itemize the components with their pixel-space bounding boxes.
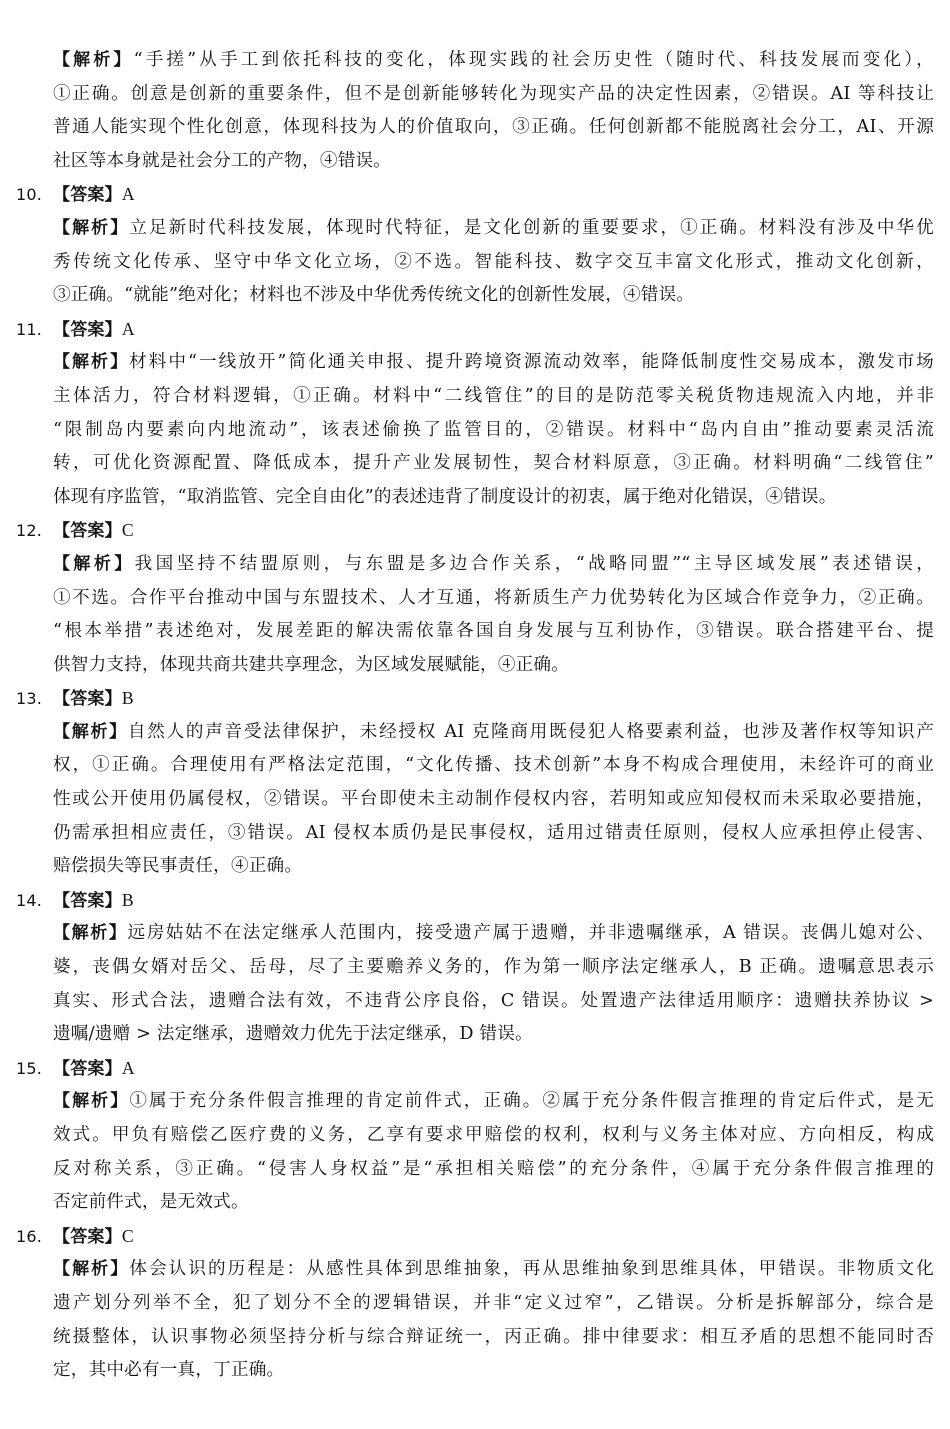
question-number: 10. — [16, 185, 43, 205]
analysis-line — [16, 1253, 934, 1287]
analysis-text: 遗产划分列举不全，犯了划分不全的逻辑错误，并非“定义过窄”，乙错误。分析是拆解部分，综合是 — [53, 1292, 934, 1313]
analysis-line — [16, 716, 934, 750]
answer-line — [16, 178, 934, 212]
question-number: 16. — [16, 1226, 43, 1246]
analysis-tag: 【解析】 — [53, 1259, 130, 1280]
answer-tag: 【答案】 — [53, 521, 122, 542]
analysis-text: 秀传统文化传承、坚守中华文化立场，②不选。智能科技、数字交互丰富文化形式，推动文化创新， — [53, 251, 934, 272]
analysis-tag: 【解析】 — [53, 923, 128, 944]
answer-choice: A — [121, 1057, 135, 1078]
analysis-text: 体现有序监管，“取消监管、完全自由化”的表述违背了制度设计的初衷，属于绝对化错误，④错误。 — [53, 486, 837, 507]
analysis-line — [16, 985, 934, 1019]
question-block-11 — [16, 313, 934, 515]
analysis-text: 立足新时代科技发展，体现时代特征，是文化创新的重要要求，①正确。材料没有涉及中华优 — [129, 217, 934, 238]
analysis-text: ③正确。“就能”绝对化；材料也不涉及中华优秀传统文化的创新性发展，④错误。 — [53, 285, 695, 306]
analysis-line — [16, 649, 934, 683]
analysis-line — [16, 1321, 934, 1355]
answer-choice: C — [121, 520, 134, 541]
analysis-line — [16, 145, 934, 179]
analysis-line — [16, 615, 934, 649]
question-block-14 — [16, 884, 934, 1052]
analysis-tag: 【解析】 — [53, 721, 128, 742]
analysis-text: 否定前件式，是无效式。 — [53, 1192, 249, 1213]
question-number: 11. — [16, 319, 43, 339]
answer-choice: B — [121, 889, 134, 910]
analysis-line — [16, 111, 934, 145]
analysis-line — [16, 1287, 934, 1321]
answer-tag: 【答案】 — [53, 1058, 122, 1079]
analysis-text: 社区等本身就是社会分工的产物，④错误。 — [53, 150, 392, 171]
analysis-tag: 【解析】 — [53, 352, 130, 373]
analysis-text: 婆，丧偶女婿对岳父、岳母，尽了主要赡养义务的，作为第一顺序法定继承人，B 正确。遗嘱意思表示 — [53, 957, 934, 978]
question-block-9-continued — [16, 44, 934, 178]
analysis-text: ①属于充分条件假言推理的肯定前件式，正确。②属于充分条件假言推理的肯定后件式，是无 — [129, 1091, 934, 1112]
analysis-text: 主体活力，符合材料逻辑，①正确。材料中“二线管住”的目的是防范零关税货物违规流入内地，并非 — [53, 385, 934, 406]
question-block-10 — [16, 178, 934, 312]
question-block-15 — [16, 1052, 934, 1220]
analysis-line — [16, 346, 934, 380]
analysis-line — [16, 951, 934, 985]
analysis-text: 效式。甲负有赔偿乙医疗费的义务，乙享有要求甲赔偿的权利，权利与义务主体对应、方向相反，构成 — [53, 1125, 934, 1145]
analysis-line — [16, 380, 934, 414]
answer-tag: 【答案】 — [53, 1226, 122, 1247]
answer-tag: 【答案】 — [53, 689, 122, 710]
answer-choice: C — [121, 1225, 134, 1246]
answer-choice: A — [121, 184, 135, 205]
analysis-tag: 【解析】 — [53, 553, 135, 574]
analysis-text: 性或公开使用仍属侵权，②错误。平台即使未主动制作侵权内容，若明知或应知侵权而未采取必要措施， — [53, 789, 934, 810]
analysis-text: 转，可优化资源配置、降低成本，提升产业发展韧性，契合材料原意，③正确。材料明确“二线管住” — [53, 453, 934, 474]
answer-line — [16, 682, 934, 716]
analysis-line — [16, 1119, 934, 1153]
answer-choice: B — [121, 688, 134, 709]
analysis-text: 赔偿损失等民事责任，④正确。 — [53, 856, 303, 877]
analysis-line — [16, 1085, 934, 1119]
analysis-text: 材料中“一线放开”简化通关申报、提升跨境资源流动效率，能降低制度性交易成本，激发市场 — [129, 352, 934, 373]
analysis-line — [16, 44, 934, 78]
analysis-tag: 【解析】 — [53, 50, 134, 70]
analysis-text: 统摄整体，认识事物必须坚持分析与综合辩证统一，丙正确。排中律要求：相互矛盾的思想不能同时否 — [53, 1326, 934, 1347]
analysis-text: 定，其中必有一真，丁正确。 — [53, 1360, 285, 1381]
analysis-line — [16, 817, 934, 851]
analysis-text: “手搓”从手工到依托科技的变化，体现实践的社会历史性（随时代、科技发展而变化）， — [133, 50, 934, 70]
analysis-text: 真实、形式合法，遗赠合法有效，不违背公序良俗，C 错误。处置遗产法律适用顺序：遗赠扶养协议 > — [53, 990, 934, 1011]
analysis-line — [16, 749, 934, 783]
analysis-line — [16, 783, 934, 817]
analysis-line — [16, 481, 934, 515]
analysis-line — [16, 582, 934, 616]
question-number: 13. — [16, 689, 43, 709]
analysis-text: 遗嘱/遗赠 > 法定继承，遗赠效力优先于法定继承，D 错误。 — [53, 1024, 533, 1045]
analysis-line — [16, 1018, 934, 1052]
analysis-text: ①不选。合作平台推动中国与东盟技术、人才互通，将新质生产力优势转化为区域合作竞争力，②正确。 — [53, 587, 934, 608]
analysis-text: 普通人能实现个性化创意，体现科技为人的价值取向，③正确。任何创新都不能脱离社会分工，AI、开源 — [53, 117, 934, 138]
question-number: 14. — [16, 890, 43, 910]
analysis-text: 供智力支持，体现共商共建共享理念，为区域发展赋能，④正确。 — [53, 654, 570, 675]
analysis-text: 远房姑姑不在法定继承人范围内，接受遗产属于遗赠，并非遗嘱继承，A 错误。丧偶儿媳对公、 — [127, 923, 934, 944]
question-block-16 — [16, 1220, 934, 1388]
question-number: 15. — [16, 1058, 43, 1078]
analysis-text: 我国坚持不结盟原则，与东盟是多边合作关系，“战略同盟”“主导区域发展”表述错误， — [134, 553, 934, 574]
answer-line — [16, 1052, 934, 1086]
answer-line — [16, 884, 934, 918]
answer-choice: A — [121, 318, 135, 339]
analysis-text: 权，①正确。合理使用有严格法定范围，“文化传播、技术创新”本身不构成合理使用，未经许可的商业 — [53, 755, 934, 776]
answer-line — [16, 514, 934, 548]
analysis-text: 体会认识的历程是：从感性具体到思维抽象，再从思维抽象到思维具体，甲错误。非物质文化 — [129, 1259, 934, 1280]
analysis-line — [16, 1186, 934, 1220]
analysis-line — [16, 548, 934, 582]
answer-line — [16, 1220, 934, 1254]
analysis-tag: 【解析】 — [53, 1091, 130, 1112]
analysis-line — [16, 246, 934, 280]
question-block-13 — [16, 682, 934, 884]
analysis-text: 反对称关系，③正确。“侵害人身权益”是“承担相关赔偿”的充分条件，④属于充分条件假言推理的 — [53, 1158, 934, 1179]
analysis-line — [16, 447, 934, 481]
analysis-line — [16, 1354, 934, 1388]
answer-tag: 【答案】 — [53, 890, 122, 911]
analysis-text: 仍需承担相应责任，③错误。AI 侵权本质仍是民事侵权，适用过错责任原则，侵权人应承担停止侵害、 — [53, 822, 934, 843]
analysis-line — [16, 917, 934, 951]
analysis-line — [16, 1153, 934, 1187]
analysis-line — [16, 850, 934, 884]
analysis-tag: 【解析】 — [53, 217, 130, 238]
question-block-12 — [16, 514, 934, 682]
analysis-text: “限制岛内要素向内地流动”，该表述偷换了监管目的，②错误。材料中“岛内自由”推动要素灵活流 — [53, 419, 934, 440]
analysis-text: ①正确。创意是创新的重要条件，但不是创新能够转化为现实产品的决定性因素，②错误。AI 等科技让 — [53, 83, 934, 104]
analysis-line — [16, 212, 934, 246]
answer-tag: 【答案】 — [53, 319, 122, 340]
question-number: 12. — [16, 521, 43, 541]
analysis-line — [16, 414, 934, 448]
analysis-line — [16, 78, 934, 112]
analysis-line — [16, 279, 934, 313]
answer-tag: 【答案】 — [53, 185, 122, 206]
answer-line — [16, 313, 934, 347]
analysis-text: 自然人的声音受法律保护，未经授权 AI 克隆商用既侵犯人格要素利益，也涉及著作权等知识产 — [127, 721, 934, 742]
analysis-text: “根本举措”表述绝对，发展差距的解决需依靠各国自身发展与互利协作，③错误。联合搭建平台、提 — [53, 621, 934, 642]
